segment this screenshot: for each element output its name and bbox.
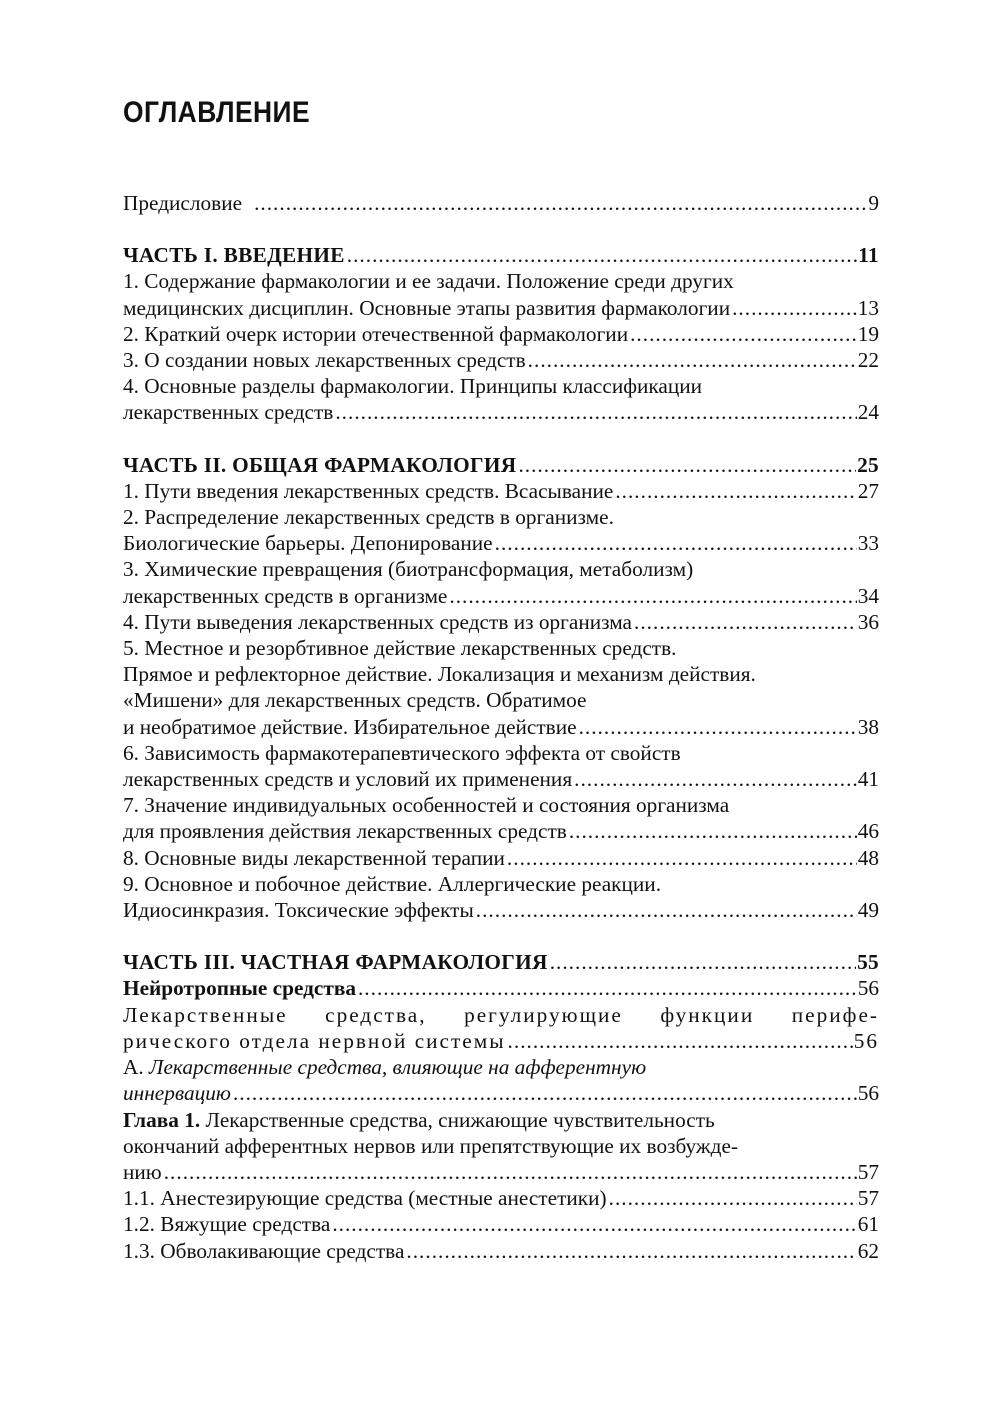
toc-entry-1-3[interactable]: 3. О создании новых лекарственных средств ..... 22 <box>123 347 879 373</box>
toc-entry-2-9[interactable]: 9. Основное и побочное действие. Аллергические реакции. Идиосинкразия. Токсические эффекты ..... 49 <box>123 871 879 923</box>
toc-entry-2-4[interactable]: 4. Пути выведения лекарственных средств из организма ..... 36 <box>123 609 879 635</box>
toc-entry-2-7[interactable]: 7. Значение индивидуальных особенностей и состояния организма для проявления действия лекарственных средств ..... 46 <box>123 792 879 844</box>
toc-entry-2-3[interactable]: 3. Химические превращения (биотрансформация, метаболизм) лекарственных средств в организме ..... 34 <box>123 556 879 608</box>
part-title: ЧАСТЬ I. ВВЕДЕНИЕ <box>123 243 345 268</box>
entry-page: 9 <box>868 191 879 215</box>
toc-entry-2-6[interactable]: 6. Зависимость фармакотерапевтического эффекта от свойств лекарственных средств и условий их применения ..... 41 <box>123 740 879 792</box>
toc-chapter-1[interactable]: Глава 1. Лекарственные средства, снижающие чувствительность окончаний афферентных нервов или препятствующие их возбужде- нию ..... 57 <box>123 1107 879 1186</box>
toc-part-3[interactable] <box>123 949 879 975</box>
part-page: 55 <box>857 950 879 975</box>
toc-section-neurotropic[interactable]: Нейротропные средства ..... 56 <box>123 975 879 1001</box>
part-page: 25 <box>857 452 879 477</box>
part-page: 11 <box>858 243 879 268</box>
toc-subsection-a[interactable]: А. Лекарственные средства, влияющие на афферентную иннервацию ..... 56 <box>123 1054 879 1106</box>
page-title: ОГЛАВЛЕНИЕ <box>123 96 311 129</box>
toc-part-2[interactable] <box>123 452 879 478</box>
toc-entry-1-3-coating[interactable]: 1.3. Обволакивающие средства ..... 62 <box>123 1238 879 1264</box>
toc-entry-2-5[interactable]: 5. Местное и резорбтивное действие лекарственных средств. Прямое и рефлекторное действие. Локализация и механизм действия. «Мишени» для лекарственных средств. Обратимое и необратимое действие. Избирательное действие ..... 38 <box>123 635 879 740</box>
toc-entry-preface[interactable] <box>123 190 879 216</box>
toc-entry-1-2-astringents[interactable]: 1.2. Вяжущие средства ..... 61 <box>123 1211 879 1237</box>
part-title: ЧАСТЬ III. ЧАСТНАЯ ФАРМАКОЛОГИЯ <box>123 950 548 975</box>
toc-part-1[interactable] <box>123 242 879 268</box>
toc-entry-2-8[interactable]: 8. Основные виды лекарственной терапии ..... 48 <box>123 845 879 871</box>
part-title: ЧАСТЬ II. ОБЩАЯ ФАРМАКОЛОГИЯ <box>123 452 517 477</box>
toc-entry-2-2[interactable]: 2. Распределение лекарственных средств в организме. Биологические барьеры. Депонирование ..... 33 <box>123 504 879 556</box>
table-of-contents <box>123 190 879 1264</box>
toc-subsection-peripheral[interactable]: Лекарственные средства, регулирующие функции перифе- рического отдела нервной системы ..... 56 <box>123 1002 879 1054</box>
toc-entry-1-1[interactable]: 1. Содержание фармакологии и ее задачи. Положение среди других медицинских дисциплин. Основные этапы развития фармакологии ..... 13 <box>123 268 879 320</box>
toc-entry-2-1[interactable]: 1. Пути введения лекарственных средств. Всасывание ..... 27 <box>123 478 879 504</box>
toc-entry-1-4[interactable]: 4. Основные разделы фармакологии. Принципы классификации лекарственных средств ..... 24 <box>123 373 879 425</box>
entry-title: Предисловие <box>123 191 243 215</box>
toc-entry-1-1-anesthetics[interactable]: 1.1. Анестезирующие средства (местные анестетики) ..... 57 <box>123 1185 879 1211</box>
toc-entry-1-2[interactable]: 2. Краткий очерк истории отечественной фармакологии ..... 19 <box>123 321 879 347</box>
